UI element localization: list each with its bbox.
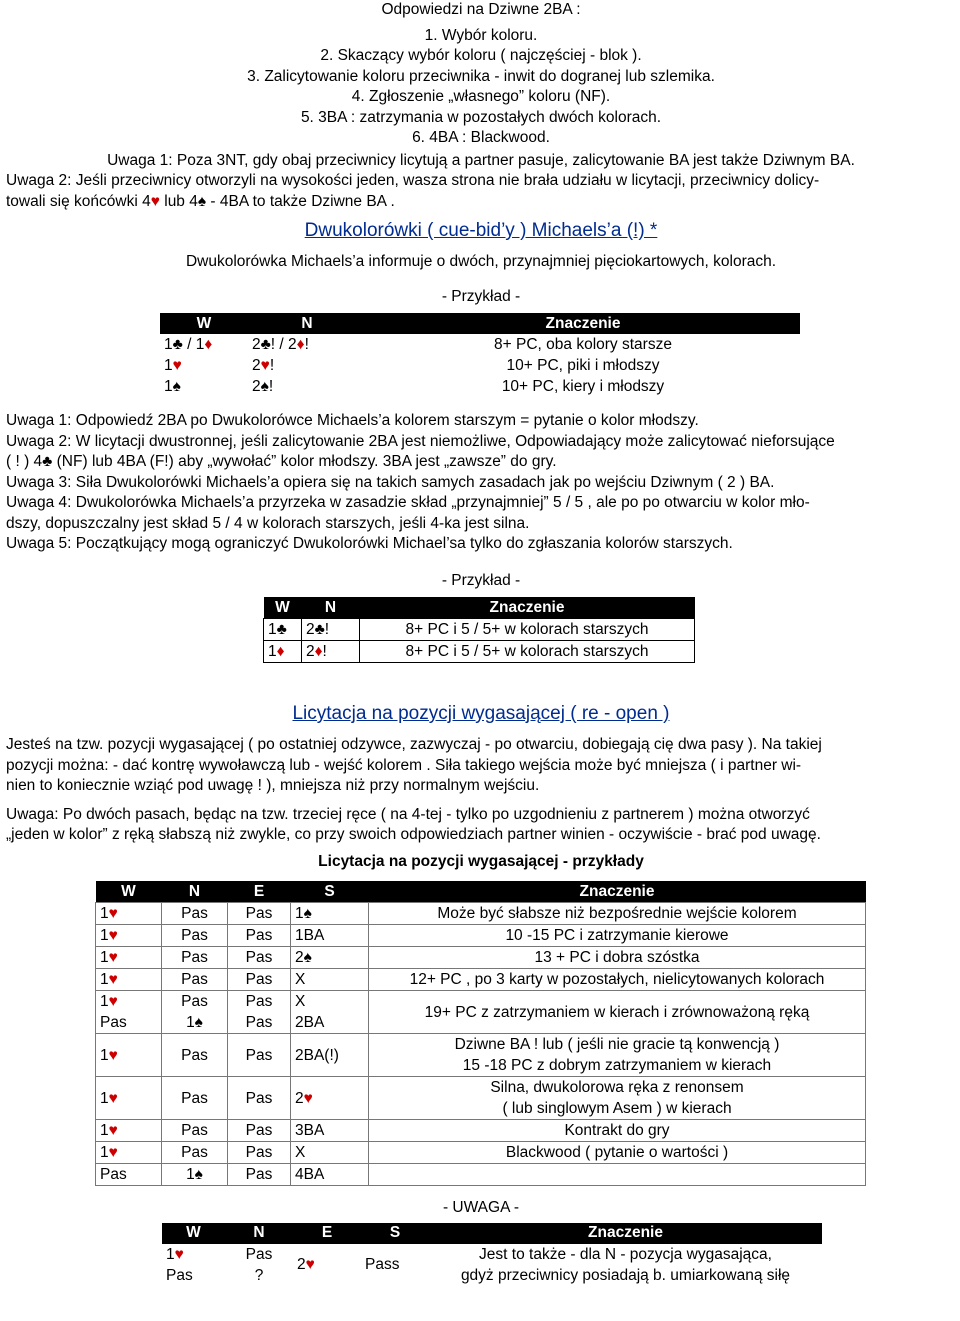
examples-table-title: Licytacja na pozycji wygasającej - przykłady [318,852,644,870]
table-cell: 19+ PC z zatrzymaniem w kierach i zrównoważoną ręką [369,991,866,1034]
table-cell: Pas [228,969,291,991]
table-row [96,1120,866,1142]
note-line: Uwaga 4: Dwukolorówka Michaels’a przyrzeka w zasadzie skład „przynajmniej” 5 / 5 , ale po po otwarciu w kolor mło- [6,494,810,511]
paragraph-line: Uwaga: Po dwóch pasach, będąc na tzw. trzeciej ręce ( na 4-tej - tylko po uzgodnieniu z partnerem ) można otworzyć [6,805,810,823]
answer-item: 6. 4BA : Blackwood. [412,129,550,146]
uwaga-example-table [162,1223,822,1286]
table-cell: 1♥ [96,925,162,947]
diamond-suit-icon: ♦ [314,643,323,660]
table-row [162,1244,822,1286]
table-row [160,376,800,397]
table-row [160,355,800,376]
table-cell: 1♠ [164,378,181,395]
table-cell: 1♥ Pas [166,1245,193,1284]
table-cell: Pas [228,1077,291,1120]
table-row [96,925,866,947]
col-header-n: N [225,1223,293,1244]
paragraph-line: nien to koniecznie wziąć pod uwagę ! ), mniejsza niż przy normalnym wejściu. [6,777,540,794]
michaels-notes [6,411,956,555]
table-cell [369,1164,866,1186]
col-header-e: E [293,1223,361,1244]
table-cell: Pas Pas [228,991,291,1034]
table-cell: Może być słabsze niż bezpośrednie wejście kolorem [369,903,866,925]
col-header-n: N [302,597,360,619]
table-cell: Pas [162,969,228,991]
table-cell: Kontrakt do gry [369,1120,866,1142]
col-header-meaning: Znaczenie [366,313,800,334]
heart-suit-icon: ♥ [108,993,118,1010]
table-row [96,991,866,1034]
note-line: Uwaga 3: Siła Dwukolorówki Michaels’a opiera się na takich samych zasadach jak po wejściu Dziwnym ( 2 ) BA. [6,473,775,491]
table-cell: Pas [228,1034,291,1077]
table-row [96,1164,866,1186]
table-row [96,1077,866,1120]
heart-suit-icon: ♥ [108,905,118,922]
col-header-meaning: Znaczenie [369,881,866,903]
table-cell: Pas [162,1077,228,1120]
table-cell: 1♦ [264,641,302,663]
heart-suit-icon: ♥ [108,1144,118,1161]
col-header-w: W [160,313,248,334]
table-cell: 1♥ [96,1142,162,1164]
table-cell: 1♥ [96,903,162,925]
table-cell: 2♠ [291,947,369,969]
heart-suit-icon: ♥ [174,1245,184,1263]
paragraph-line: Jesteś na tzw. pozycji wygasającej ( po ostatniej odzywce, zazwyczaj - po otwarciu, dobiegają cię dwa pasy ). Na takiej [6,736,822,753]
diamond-suit-icon: ♦ [296,336,305,353]
example-label: - Przykład - [441,287,521,305]
reopen-paragraph-1 [6,735,956,797]
table-cell: 2♣! / 2♦! [252,336,309,353]
heart-suit-icon: ♥ [260,357,270,374]
table-cell: 2♦! [302,641,360,663]
table-cell: 1♥ [96,1120,162,1142]
col-header-meaning: Znaczenie [360,597,695,619]
table-cell: Pas [228,1120,291,1142]
table-cell: 10+ PC, kiery i młodszy [501,378,665,395]
diamond-suit-icon: ♦ [204,336,213,353]
col-header-w: W [96,881,162,903]
table-row [264,641,695,663]
table-cell: 1♠ [291,903,369,925]
table-cell: 13 + PC i dobra szóstka [369,947,866,969]
table-cell: X [291,1142,369,1164]
table-cell: 1♥ Pas [96,991,162,1034]
table-cell: 8+ PC, oba kolory starsze [494,336,672,353]
document-page [6,0,956,1286]
answer-item: 1. Wybór koloru. [424,26,538,44]
uwaga-label: - UWAGA - [442,1199,520,1216]
paragraph-line: pozycji można: - dać kontrę wywoławczą lub - wejść kolorem . Siła takiego wejścia może być mniejsza ( i partner wi- [6,756,802,774]
table-cell: Pas [162,925,228,947]
heart-suit-icon: ♥ [108,1089,118,1107]
michaels-heading: Dwukolorówki ( cue-bid’y ) Michaels’a (!) * [304,220,658,241]
table-row [96,947,866,969]
table-cell: 4BA [291,1164,369,1186]
table-cell: Pas 1♠ [162,991,228,1034]
table-cell: Pass [365,1256,400,1273]
table-cell: Pas [162,1120,228,1142]
table-cell: 1♣ [264,619,302,641]
table-cell: Silna, dwukolorowa ręka z renonsem ( lub singlowym Asem ) w kierach [369,1077,866,1120]
answers-title: Odpowiedzi na Dziwne 2BA : [381,1,581,18]
table-cell: Pas [228,903,291,925]
answer-item: 3. Zalicytowanie koloru przeciwnika - inwit do dogranej lub szlemika. [247,67,715,85]
example-2-label: - Przykład - [441,571,521,589]
reopen-paragraph-2 [6,805,956,846]
table-cell: X 2BA [291,991,369,1034]
heart-suit-icon: ♥ [108,927,118,944]
table-cell: 2♥ [297,1256,315,1273]
table-cell: Pas [162,1142,228,1164]
heart-suit-icon: ♥ [108,949,118,966]
table-cell: Blackwood ( pytanie o wartości ) [369,1142,866,1164]
table-cell: 2♣! [302,619,360,641]
heart-suit-icon: ♥ [108,1122,118,1139]
table-cell: Dziwne BA ! lub ( jeśli nie gracie tą konwencją ) 15 -18 PC z dobrym zatrzymaniem w kierach [369,1034,866,1077]
note-line: dszy, dopuszczalny jest skład 5 / 4 w kolorach starszych, jeśli 4-ka jest silna. [6,514,530,532]
answers-list [6,26,956,149]
reopen-heading: Licytacja na pozycji wygasającej ( re - open ) [292,703,670,724]
table-cell: 8+ PC i 5 / 5+ w kolorach starszych [360,641,695,663]
heart-suit-icon: ♥ [305,1256,315,1273]
note-line: Uwaga 2: W licytacji dwustronnej, jeśli zalicytowanie 2BA jest niemożliwe, Odpowiadający może zalicytować nieforsujące [6,432,835,450]
table-cell: 2♥ [291,1077,369,1120]
table-row [96,903,866,925]
table-cell: 2BA(!) [291,1034,369,1077]
paragraph-line: „jeden w kolor” z ręką słabszą niż zwykle, co przy swoich odpowiedziach partner winien - oczywiście - brać pod uwagę. [6,826,821,843]
uwaga-1-note: Uwaga 1: Poza 3NT, gdy obaj przeciwnicy licytują a partner pasuje, zalicytowanie BA jest także Dziwnym BA. [107,151,855,169]
heart-suit-icon: ♥ [108,971,118,988]
reopen-examples-table [95,881,866,1186]
table-row [160,334,800,355]
table-cell: X [291,969,369,991]
table-cell: 1BA [291,925,369,947]
heart-suit-icon: ♥ [150,192,160,210]
table-cell: 1♥ [96,947,162,969]
table-cell: 1♣ / 1♦ [164,336,213,353]
col-header-n: N [248,313,366,334]
note-line: ( ! ) 4♣ (NF) lub 4BA (F!) aby „wywołać” kolor młodszy. 3BA jest „zawsze” do gry. [6,453,557,470]
table-cell: 12+ PC , po 3 karty w pozostałych, nielicytowanych kolorach [369,969,866,991]
answer-item: 2. Skaczący wybór koloru ( najczęściej - blok ). [320,47,642,64]
heart-suit-icon: ♥ [108,1046,118,1064]
table-cell: Pas ? [245,1245,273,1284]
table-cell: 2♠! [252,378,274,395]
note-line: Uwaga 1: Odpowiedź 2BA po Dwukolorówce Michaels’a kolorem starszym = pytanie o kolor młodszy. [6,412,699,429]
uwaga-2-note-line2: towali się końcówki 4♥ lub 4♠ - 4BA to także Dziwne BA . [6,192,395,210]
table-cell: Pas [228,1142,291,1164]
table-cell: Jest to także - dla N - pozycja wygasająca, gdyż przeciwnicy posiadają b. umiarkowaną siłę [460,1245,791,1284]
michaels-intro: Dwukolorówka Michaels’a informuje o dwóch, przynajmniej pięciokartowych, kolorach. [185,253,777,270]
table-cell: 1♥ [96,1034,162,1077]
table-cell: 10+ PC, piki i młodszy [506,357,660,374]
table-cell: Pas [162,903,228,925]
col-header-e: E [228,881,291,903]
table-row [96,1034,866,1077]
answer-item: 4. Zgłoszenie „własnego” koloru (NF). [351,88,611,105]
table-cell: 8+ PC i 5 / 5+ w kolorach starszych [360,619,695,641]
table-row [96,969,866,991]
table-cell: 1♥ [164,357,182,374]
heart-suit-icon: ♥ [303,1089,313,1107]
table-cell: Pas [96,1164,162,1186]
michaels-example-2-table [263,597,695,663]
table-cell: Pas [228,925,291,947]
col-header-s: S [361,1223,429,1244]
col-header-w: W [162,1223,225,1244]
table-cell: Pas [162,947,228,969]
col-header-w: W [264,597,302,619]
diamond-suit-icon: ♦ [276,643,285,660]
heart-suit-icon: ♥ [172,357,182,374]
table-row [264,619,695,641]
michaels-example-table [160,313,800,397]
col-header-s: S [291,881,369,903]
table-cell: Pas [228,1164,291,1186]
table-cell: Pas [228,947,291,969]
note-line: Uwaga 5: Początkujący mogą ograniczyć Dwukolorówki Michael’sa tylko do zgłaszania kolorów starszych. [6,535,733,552]
table-cell: 1♥ [96,969,162,991]
table-cell: 3BA [291,1120,369,1142]
col-header-n: N [162,881,228,903]
table-cell: 2♥! [252,357,275,374]
table-row [96,1142,866,1164]
uwaga-2-note-line1: Uwaga 2: Jeśli przeciwnicy otworzyli na wysokości jeden, wasza strona nie brała udziału w licytacji, przeciwnicy dolicy- [6,172,820,189]
table-cell: 1♠ [162,1164,228,1186]
table-cell: Pas [162,1034,228,1077]
table-cell: 10 -15 PC i zatrzymanie kierowe [369,925,866,947]
col-header-meaning: Znaczenie [429,1223,822,1244]
answer-item: 5. 3BA : zatrzymania w pozostałych dwóch kolorach. [300,108,662,126]
table-cell: 1♥ [96,1077,162,1120]
